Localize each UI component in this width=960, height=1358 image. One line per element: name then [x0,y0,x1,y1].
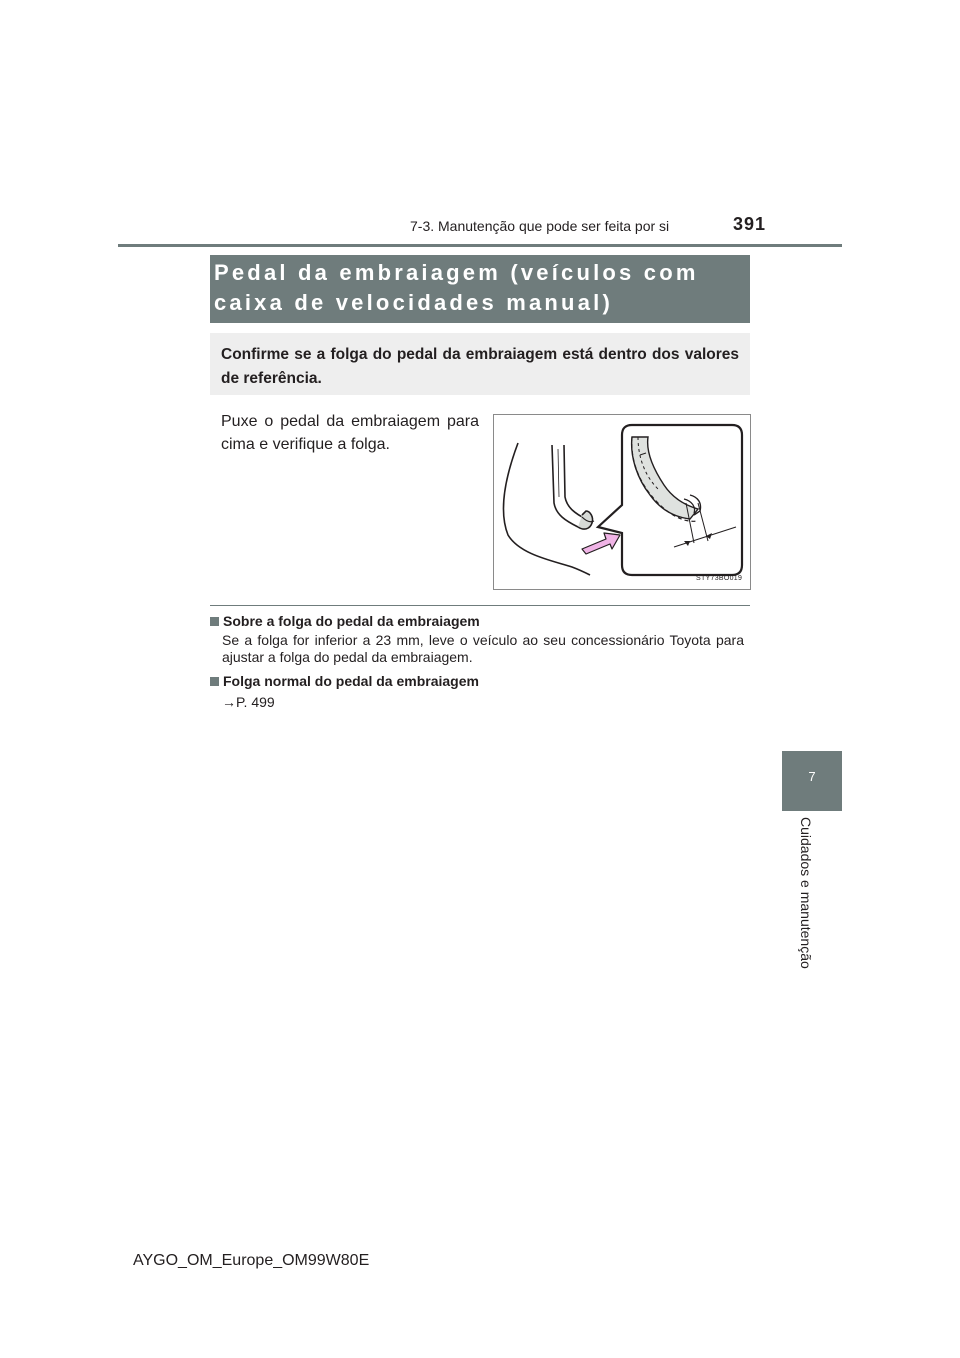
note-heading-text: Sobre a folga do pedal da embraiagem [223,613,480,629]
chapter-title: Cuidados e manutenção [798,817,814,969]
page-reference-link[interactable]: →P. 499 [222,694,275,710]
clutch-pedal-illustration [493,414,751,590]
figure-code: STY73BO019 [696,575,743,582]
leg-outline-shape [503,443,590,575]
push-arrow-shape [582,533,620,554]
document-code: AYGO_OM_Europe_OM99W80E [133,1252,370,1269]
section-title-bar [210,255,750,323]
square-bullet-icon [210,617,219,626]
section-title: Pedal da embraiagem (veículos com caixa de velocidades manual) [214,260,699,315]
page-number: 391 [733,214,767,234]
note-body-free-play: Se a folga for inferior a 23 mm, leve o veículo ao seu concessionário Toyota para ajustar a folga do pedal da embraiagem. [222,632,744,665]
chapter-tab [782,751,842,811]
note-heading-normal-play [210,673,479,689]
intro-box [210,333,750,395]
section-divider [210,605,750,606]
intro-text: Confirme se a folga do pedal da embraiagem está dentro dos valores de referência. [221,346,739,387]
note-heading-text: Folga normal do pedal da embraiagem [223,673,479,689]
chapter-number: 7 [808,769,816,784]
illustration-drawing [494,415,750,589]
instruction-text: Puxe o pedal da embraiagem para cima e verifique a folga. [221,413,479,453]
note-heading-free-play [210,613,480,629]
square-bullet-icon [210,677,219,686]
pedal-arm-shape [564,445,586,519]
header-divider [118,244,842,247]
running-header-section: 7-3. Manutenção que pode ser feita por si [410,218,670,234]
